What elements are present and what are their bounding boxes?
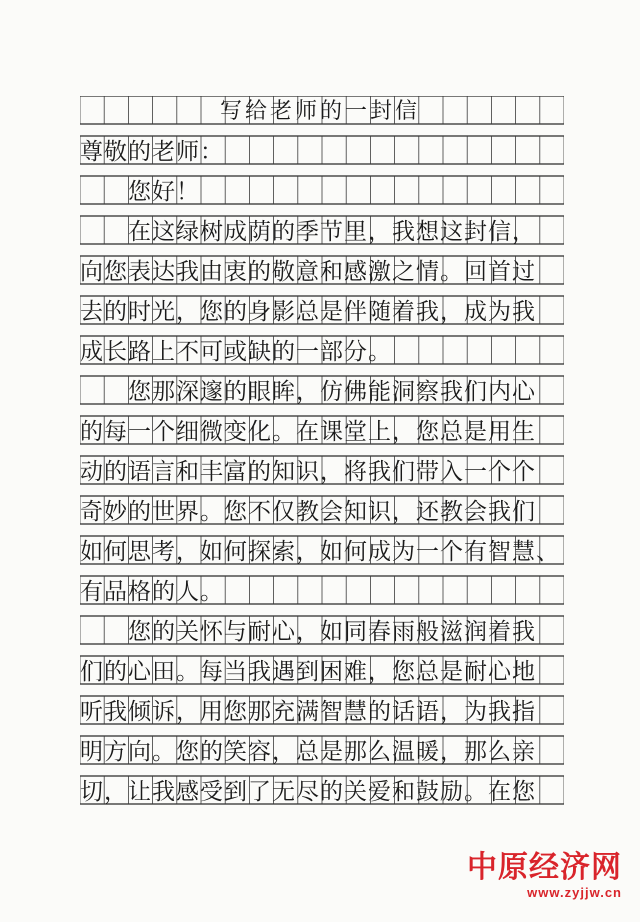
letter-line: 如何思考，如何探索，如何成为一个有智慧、 [80, 539, 560, 565]
letter-text [80, 96, 564, 845]
letter-line: 您那深邃的眼眸，仿佛能洞察我们内心 [128, 379, 536, 405]
letter-line: 成长路上不可或缺的一部分。 [80, 339, 392, 365]
letter-line: 动的语言和丰富的知识，将我们带入一个个 [80, 459, 536, 485]
letter-line: 奇妙的世界。您不仅教会知识，还教会我们 [80, 499, 536, 525]
watermark-url: www.zyjjw.cn [527, 885, 622, 900]
letter-line: 的每一个细微变化。在课堂上，您总是用生 [80, 419, 536, 445]
letter-line: 明方向。您的笑容，总是那么温暖，那么亲 [80, 739, 536, 765]
letter-line: 们的心田。每当我遇到困难，您总是耐心地 [80, 659, 536, 685]
salutation: 尊敬的老师： [80, 139, 224, 165]
letter-line: 去的时光，您的身影总是伴随着我，成为我 [80, 299, 536, 325]
site-watermark [467, 851, 622, 900]
letter-line: 切，让我感受到了无尽的关爱和鼓励。在您 [80, 779, 536, 805]
letter-line: 在这绿树成荫的季节里，我想这封信， [128, 219, 536, 245]
letter-line: 向您表达我由衷的敬意和感激之情。回首过 [80, 259, 536, 285]
greeting: 您好！ [128, 179, 200, 205]
letter-line: 有品格的人。 [80, 579, 224, 605]
watermark-logo-text: 中原经济网 [467, 850, 622, 885]
letter-line: 您的关怀与耐心，如同春雨般滋润着我 [128, 619, 536, 645]
letter-line: 听我倾诉，用您那充满智慧的话语，为我指 [80, 699, 536, 725]
letter-title: 写给老师的一封信 [220, 99, 421, 124]
letter-sheet [80, 96, 564, 845]
